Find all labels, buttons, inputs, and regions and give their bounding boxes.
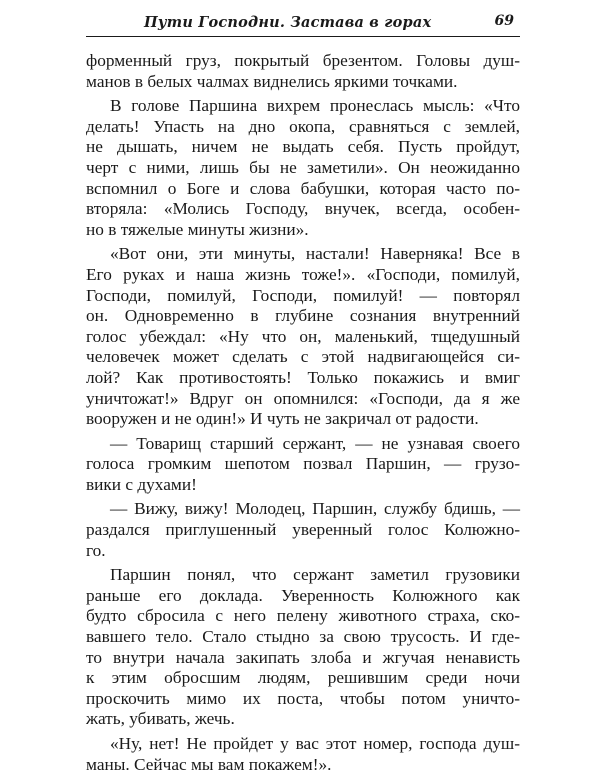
text-line: жать, убивать, жечь. — [86, 709, 235, 729]
text-line: раньше его доклада. Уверенность Колюжного как — [86, 585, 520, 605]
text-line: форменный груз, покрытый брезентом. Головы душ- — [86, 51, 520, 70]
paragraph — [86, 565, 520, 730]
text-line: — Товарищ старший сержант, — не узнавая своего — [110, 433, 520, 453]
text-line: — Вижу, вижу! Молодец, Паршин, службу бдишь, — — [110, 499, 520, 519]
text-line: Паршин понял, что сержант заметил грузовики — [110, 565, 520, 585]
text-line: лой? Как противостоять! Только покажись и вмиг — [86, 367, 520, 387]
text-line: раздался приглушенный уверенный голос Колюжно- — [86, 520, 520, 540]
text-line: делать! Упасть на дно окопа, сравняться с землей, — [86, 116, 520, 136]
text-line: вики с духами! — [86, 474, 197, 494]
text-line: вспомнил о Боге и слова бабушки, которая часто по- — [86, 178, 520, 198]
text-line: черт с ними, лишь бы не заметили». Он неожиданно — [86, 157, 520, 177]
text-line: вавшего тело. Стало стыдно за свою трусость. И где- — [86, 627, 520, 647]
text-line: Его руках и наша жизнь тоже!». «Господи, помилуй, — [86, 264, 520, 284]
paragraph — [86, 499, 520, 561]
paragraph — [86, 51, 520, 92]
text-line: манов в белых чалмах виднелись яркими точками. — [86, 71, 458, 91]
text-line: будто сбросила с него пелену животного страха, ско- — [86, 606, 520, 626]
page-number: 69 — [494, 13, 514, 29]
paragraph — [86, 734, 520, 775]
body-text — [86, 51, 520, 775]
book-page — [86, 12, 520, 779]
text-line: голоса громким шепотом позвал Паршин, — грузо- — [86, 454, 520, 474]
text-line: го. — [86, 540, 106, 560]
text-line: он. Одновременно в глубине сознания внутренний — [86, 306, 520, 326]
paragraph — [86, 434, 520, 496]
paragraph — [86, 244, 520, 429]
text-line: В голове Паршина вихрем пронеслась мысль: «Что — [110, 96, 520, 116]
text-line: маны. Сейчас мы вам покажем!». — [86, 754, 332, 774]
text-line: «Ну, нет! Не пройдет у вас этот номер, господа душ- — [110, 734, 520, 753]
text-line: но в тяжелые минуты жизни». — [86, 219, 309, 239]
text-line: проскочить мимо их поста, чтобы потом уничто- — [86, 688, 520, 708]
text-line: «Вот они, эти минуты, настали! Наверняка! Все в — [110, 244, 520, 264]
text-line: Господи, помилуй, Господи, помилуй! — повторял — [86, 285, 520, 305]
paragraph — [86, 96, 520, 240]
text-line: голос убеждал: «Ну что он, маленький, тщедушный — [86, 326, 520, 346]
running-head — [86, 12, 520, 37]
text-line: уничтожат!» Вдруг он опомнился: «Господи, да я же — [86, 388, 520, 408]
text-line: к этим обросшим людям, решившим среди ночи — [86, 668, 520, 688]
text-line: вторяла: «Молись Господу, внучек, всегда, особен- — [86, 199, 520, 219]
text-line: вооружен и не один!» И чуть не закричал от радости. — [86, 409, 479, 429]
text-line: то внутри начала закипать злоба и жгучая ненависть — [86, 647, 520, 667]
running-title: Пути Господни. Застава в горах — [144, 14, 432, 31]
text-line: не дышать, ничем не выдать себя. Пусть пройдут, — [86, 137, 520, 157]
text-line: человечек может сделать с этой надвигающейся си- — [86, 347, 520, 367]
